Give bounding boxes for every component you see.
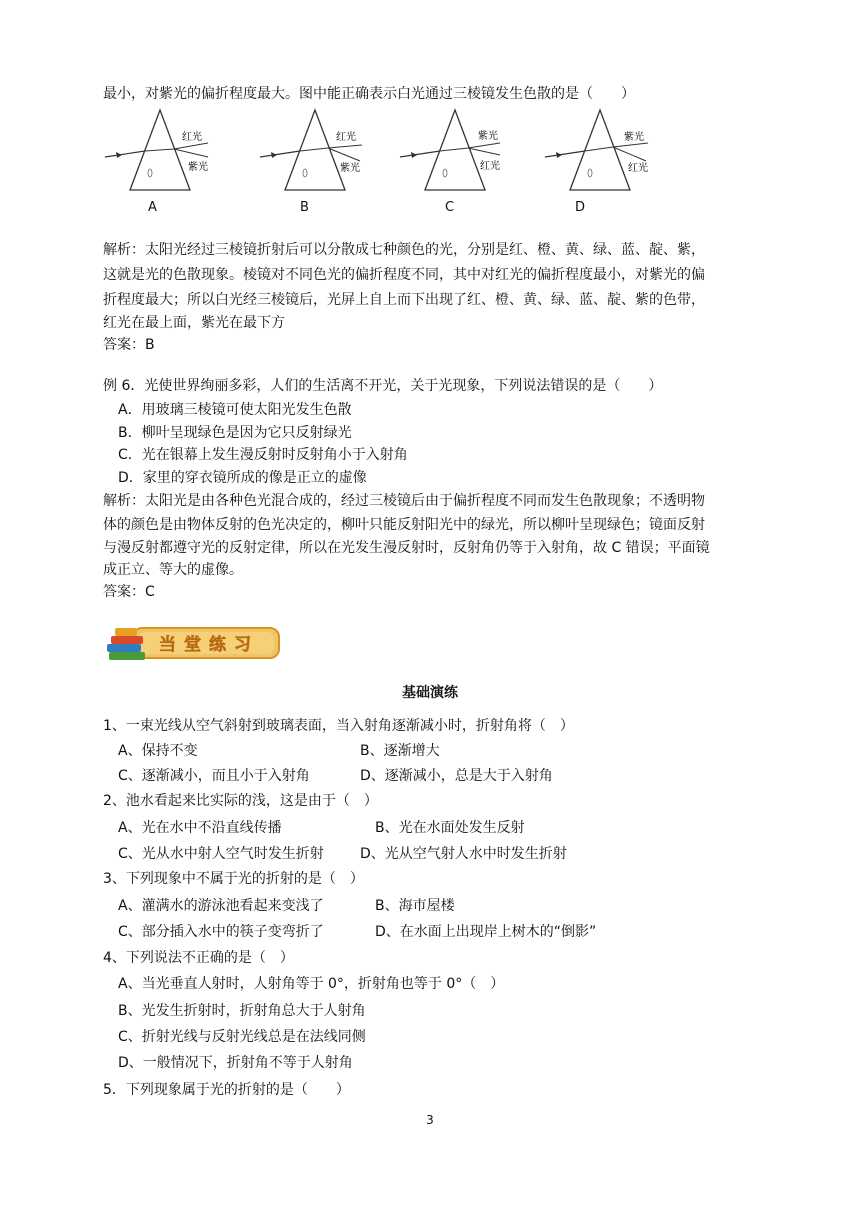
question-2-option: D、光从空气射人水中时发生折射: [360, 846, 567, 862]
intro-line: 最小，对紫光的偏折程度最大。图中能正确表示白光通过三棱镜发生色散的是（ ）: [103, 86, 635, 102]
question-2-option: C、光从水中射人空气时发生折射: [118, 846, 324, 862]
question-4-stem: 4、下列说法不正确的是（ ）: [103, 950, 294, 966]
answer1: 答案：B: [103, 337, 155, 353]
question-4-option: A、当光垂直人射时，人射角等于 0°，折射角也等于 0°（ ）: [118, 976, 505, 992]
question-3-stem: 3、下列现象中不属于光的折射的是（ ）: [103, 871, 364, 887]
question-5-stem: 5．下列现象属于光的折射的是（ ）: [103, 1082, 350, 1098]
prism-b-top-label: 红光: [336, 132, 356, 143]
practice-banner: [103, 622, 281, 666]
question-4-option: C、折射光线与反射光线总是在法线同侧: [118, 1029, 366, 1045]
prism-b: [260, 110, 362, 190]
example6-analysis-line: 解析：太阳光是由各种色光混合成的，经过三棱镜后由于偏折程度不同而发生色散现象；不透明物: [103, 493, 705, 509]
prism-label-d: D: [575, 200, 586, 215]
prism-d: [545, 110, 648, 190]
prism-d-bottom-label: 红光: [628, 163, 648, 174]
example6-option-d: D．家里的穿衣镜所成的像是正立的虚像: [118, 470, 367, 486]
prism-figures: [100, 105, 700, 200]
analysis1-line: 红光在最上面，紫光在最下方: [103, 315, 285, 331]
prism-c-top-label: 紫光: [478, 131, 498, 142]
question-1-option: C、逐渐减小，而且小于入射角: [118, 768, 310, 784]
example6-question: 例 6．光使世界绚丽多彩，人们的生活离不开光，关于光现象，下列说法错误的是（ ）: [103, 378, 663, 394]
prism-label-b: B: [300, 200, 309, 215]
example6-analysis-line: 与漫反射都遵守光的反射定律，所以在光发生漫反射时，反射角仍等于入射角，故 C 错误；平面镜: [103, 540, 710, 556]
analysis1-line: 折程度最大；所以白光经三棱镜后，光屏上自上而下出现了红、橙、黄、绿、蓝、靛、紫的色带，: [103, 292, 705, 308]
question-3-option: C、部分插入水中的筷子变弯折了: [118, 924, 324, 940]
question-2-stem: 2、池水看起来比实际的浅，这是由于（ ）: [103, 793, 378, 809]
example6-option-c: C．光在银幕上发生漫反射时反射角小于入射角: [118, 447, 408, 463]
example6-option-a: A．用玻璃三棱镜可使太阳光发生色散: [118, 402, 352, 418]
prism-a-bottom-label: 紫光: [188, 162, 208, 173]
prism-a: [105, 110, 208, 190]
prism-label-a: A: [148, 200, 157, 215]
question-3-option: A、灌满水的游泳池看起来变浅了: [118, 898, 324, 914]
question-1-option: B、逐渐增大: [360, 743, 440, 759]
question-3-option: D、在水面上出现岸上树木的“倒影”: [375, 924, 597, 940]
question-3-option: B、海市屋楼: [375, 898, 455, 914]
question-1-option: A、保持不变: [118, 743, 198, 759]
example6-analysis-line: 成正立、等大的虚像。: [103, 562, 243, 578]
prism-b-bottom-label: 紫光: [340, 163, 360, 174]
prism-c: [400, 110, 500, 190]
question-2-option: A、光在水中不沿直线传播: [118, 820, 282, 836]
page-number: 3: [426, 1113, 434, 1127]
question-1-option: D、逐渐减小，总是大于入射角: [360, 768, 553, 784]
banner-text: 当堂练习: [159, 635, 259, 655]
analysis1-line: 解析：太阳光经过三棱镜折射后可以分散成七种颜色的光，分别是红、橙、黄、绿、蓝、靛、紫，: [103, 242, 705, 258]
question-2-option: B、光在水面处发生反射: [375, 820, 525, 836]
example6-answer: 答案：C: [103, 584, 155, 600]
prism-label-c: C: [445, 200, 455, 215]
question-4-option: D、一般情况下，折射角不等于人射角: [118, 1055, 353, 1071]
analysis1-line: 这就是光的色散现象。棱镜对不同色光的偏折程度不同，其中对红光的偏折程度最小，对紫光的偏: [103, 267, 705, 283]
question-4-option: B、光发生折射时，折射角总大于人射角: [118, 1003, 366, 1019]
example6-option-b: B．柳叶呈现绿色是因为它只反射绿光: [118, 425, 352, 441]
prism-d-top-label: 紫光: [624, 132, 644, 143]
prism-a-top-label: 红光: [182, 132, 202, 143]
question-1-stem: 1、一束光线从空气斜射到玻璃表面，当入射角逐渐减小时，折射角将（ ）: [103, 718, 574, 734]
section-title: 基础演练: [402, 685, 458, 701]
example6-analysis-line: 体的颜色是由物体反射的色光决定的，柳叶只能反射阳光中的绿光，所以柳叶呈现绿色；镜面反射: [103, 517, 705, 533]
prism-c-bottom-label: 红光: [480, 161, 500, 172]
